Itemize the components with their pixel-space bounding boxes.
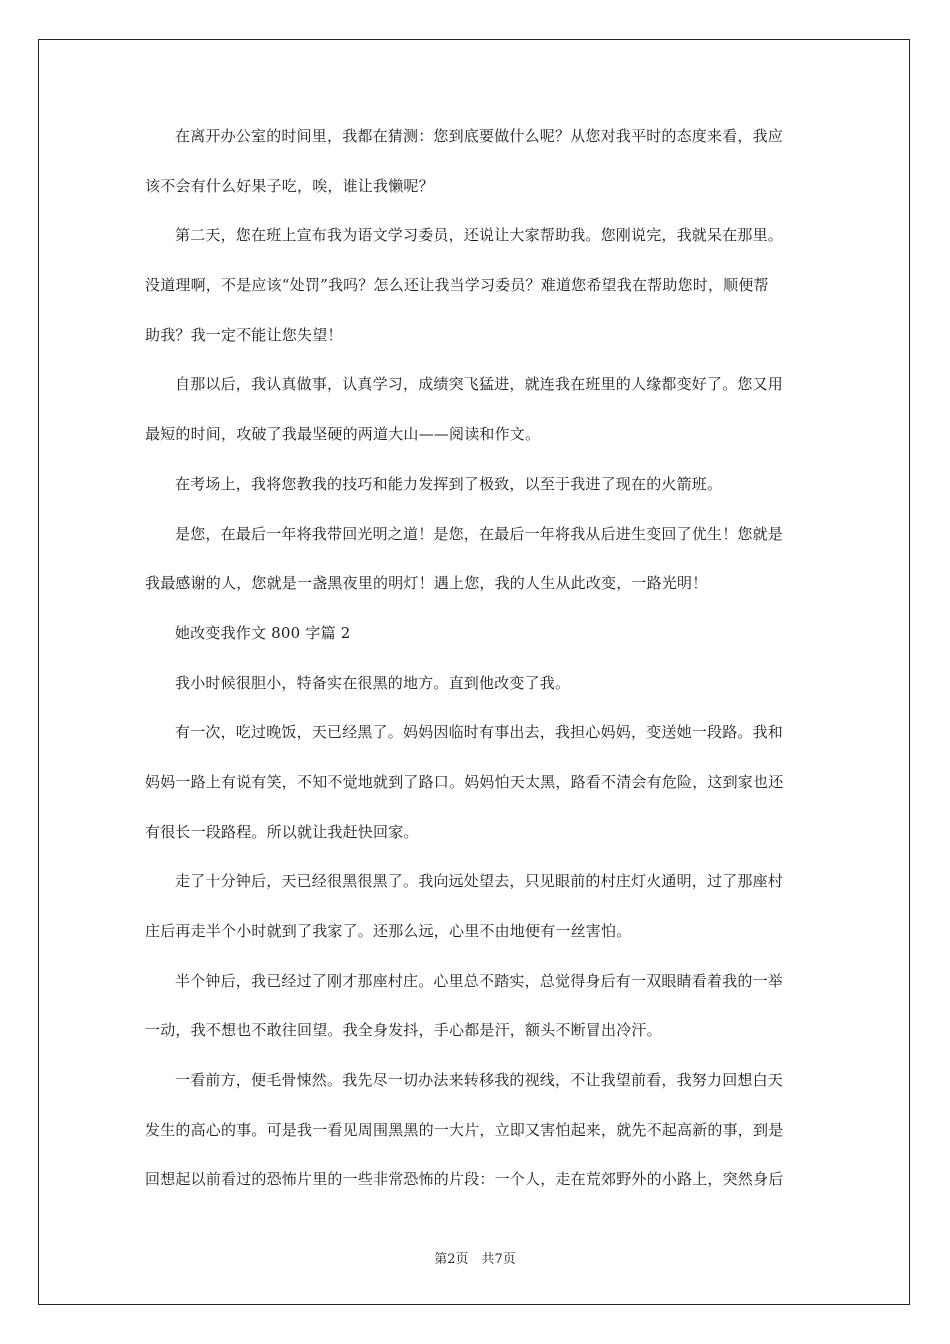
text-line: 没道理啊，不是应该“处罚”我吗？怎么还让我当学习委员？难道您希望我在帮助您时，顺便帮	[145, 276, 769, 295]
text-line: 在考场上，我将您教我的技巧和能力发挥到了极致，以至于我进了现在的火箭班。	[175, 474, 723, 493]
text-line: 她改变我作文 800 字篇 2	[175, 623, 351, 642]
text-line: 有很长一段路程。所以就让我赶快回家。	[145, 822, 419, 841]
text-line: 回想起以前看过的恐怖片里的一些非常恐怖的片段：一个人，走在荒郊野外的小路上，突然身后	[145, 1170, 784, 1189]
text-line: 第二天，您在班上宣布我为语文学习委员，还说让大家帮助我。您刚说完，我就呆在那里。	[175, 226, 784, 245]
document-body	[145, 112, 810, 1205]
text-line: 半个钟后，我已经过了刚才那座村庄。心里总不踏实，总觉得身后有一双眼睛看着我的一举	[175, 971, 784, 990]
text-line: 自那以后，我认真做事，认真学习，成绩突飞猛进，就连我在班里的人缘都变好了。您又用	[175, 375, 784, 394]
text-line: 有一次，吃过晚饭，天已经黑了。妈妈因临时有事出去，我担心妈妈，变送她一段路。我和	[175, 723, 784, 742]
text-line: 在离开办公室的时间里，我都在猜测：您到底要做什么呢？从您对我平时的态度来看，我应	[175, 127, 784, 145]
text-line: 助我？我一定不能让您失望！	[145, 325, 343, 344]
text-line: 妈妈一路上有说有笑，不知不觉地就到了路口。妈妈怕天太黑，路看不清会有危险，这到家也还	[145, 772, 784, 791]
text-line: 一看前方，便毛骨悚然。我先尽一切办法来转移我的视线，不让我望前看，我努力回想白天	[175, 1071, 784, 1090]
text-line: 是您，在最后一年将我带回光明之道！是您，在最后一年将我从后进生变回了优生！您就是	[175, 524, 784, 543]
text-line: 走了十分钟后，天已经很黑很黑了。我向远处望去，只见眼前的村庄灯火通明，过了那座村	[175, 872, 784, 891]
text-line: 庄后再走半个小时就到了我家了。还那么远，心里不由地便有一丝害怕。	[145, 922, 632, 940]
page-footer: 第2页 共7页	[434, 1252, 516, 1267]
text-line: 一动，我不想也不敢往回望。我全身发抖，手心都是汗，额头不断冒出冷汗。	[145, 1021, 662, 1040]
text-line: 我小时候很胆小，特备实在很黑的地方。直到他改变了我。	[175, 673, 571, 692]
text-line: 最短的时间，攻破了我最坚硬的两道大山——阅读和作文。	[145, 425, 541, 444]
text-line: 发生的高心的事。可是我一看见周围黑黑的一大片，立即又害怕起来，就先不起高新的事，到是	[145, 1120, 784, 1139]
text-line: 我最感谢的人，您就是一盏黑夜里的明灯！遇上您，我的人生从此改变，一路光明！	[145, 574, 708, 593]
text-line: 该不会有什么好果子吃，唉，谁让我懒呢？	[145, 176, 434, 195]
